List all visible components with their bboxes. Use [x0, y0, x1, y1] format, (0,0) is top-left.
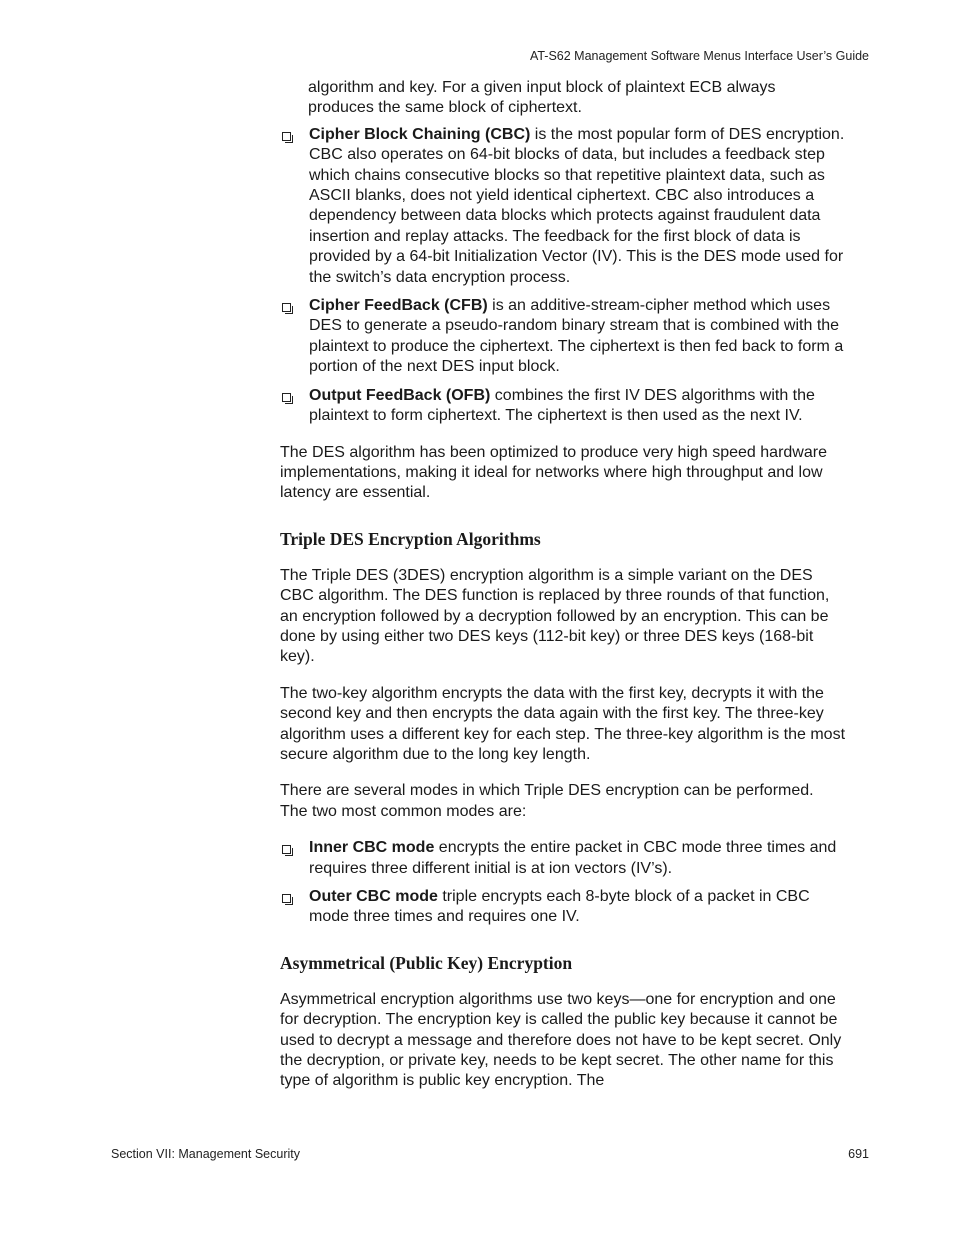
bullet-body: triple encrypts each 8-byte block of a packet in CBC mode three times and requires one IV. — [309, 888, 810, 926]
list-item — [280, 296, 845, 378]
page-body — [280, 78, 845, 1092]
list-item — [280, 887, 845, 928]
triple-des-modes-list — [280, 838, 845, 928]
body-paragraph: Asymmetrical encryption algorithms use two keys—one for encryption and one for decryption. The encryption key is called the public key because it cannot be used to decrypt a message and therefore does not have to be kept secret. Only the decryption, or private key, needs to be kept secret. The other name for this type of algorithm is public key encryption. The — [280, 990, 842, 1090]
page-number: 691 — [848, 1147, 869, 1161]
bullet-body: encrypts the entire packet in CBC mode three times and requires three different initial is at ion vectors (IV’s). — [309, 839, 837, 877]
checkbox-bullet-icon — [282, 845, 291, 854]
bullet-term: Output FeedBack (OFB) — [309, 386, 491, 404]
section-heading: Triple DES Encryption Algorithms — [280, 528, 541, 549]
list-item — [280, 386, 845, 427]
body-paragraph: The Triple DES (3DES) encryption algorithm is a simple variant on the DES CBC algorithm. The DES function is replaced by three rounds of that function, an encryption followed by a decryption followed by an encryption. This can be done by using either two DES keys (112-bit key) or three DES keys (168-bit key). — [280, 566, 830, 666]
list-item — [280, 838, 845, 879]
section-heading: Asymmetrical (Public Key) Encryption — [280, 952, 573, 973]
bullet-term: Outer CBC mode — [309, 888, 438, 905]
running-header: AT-S62 Management Software Menus Interface User’s Guide — [529, 49, 869, 63]
checkbox-bullet-icon — [282, 393, 291, 402]
bullet-term: Cipher Block Chaining (CBC) — [309, 125, 531, 143]
bullet-body: is an additive-stream-cipher method which uses DES to generate a pseudo-random binary stream that is combined with the plaintext to produce the ciphertext. The ciphertext is then fed back to form a portion of the next DES input block. — [309, 297, 844, 376]
checkbox-bullet-icon — [282, 303, 291, 312]
bullet-body: combines the first IV DES algorithms with the plaintext to form ciphertext. The ciphertext is then used as the next IV. — [309, 386, 815, 425]
continued-paragraph: algorithm and key. For a given input block of plaintext ECB always produces the same block of ciphertext. — [308, 79, 776, 117]
checkbox-bullet-icon — [282, 132, 291, 141]
body-paragraph: The two-key algorithm encrypts the data with the first key, decrypts it with the second key and then encrypts the data again with the first key. The three-key algorithm uses a different key for each step. The three-key algorithm is the most secure algorithm due to the long key length. — [280, 684, 846, 763]
des-modes-list — [280, 125, 845, 427]
footer-section-label: Section VII: Management Security — [111, 1147, 300, 1161]
bullet-term: Inner CBC mode — [309, 839, 435, 857]
list-item — [280, 125, 845, 288]
bullet-term: Cipher FeedBack (CFB) — [309, 297, 488, 315]
body-paragraph: The DES algorithm has been optimized to produce very high speed hardware implementations, making it ideal for networks where high throughput and low latency are essential. — [280, 443, 827, 502]
bullet-body: is the most popular form of DES encryption. CBC also operates on 64-bit blocks of data, but includes a feedback step which chains consecutive blocks so that repetitive plaintext data, such as ASCII blanks, does not yield identical ciphertext. CBC also introduces a dependency between data blocks which protects against fraudulent data insertion and replay attacks. The feedback for the first block of data is provided by a 64-bit Initialization Vector (IV). This is the DES mode used for the switch’s data encryption process. — [309, 125, 845, 286]
body-paragraph: There are several modes in which Triple DES encryption can be performed. The two most common modes are: — [280, 782, 814, 820]
checkbox-bullet-icon — [282, 894, 291, 903]
